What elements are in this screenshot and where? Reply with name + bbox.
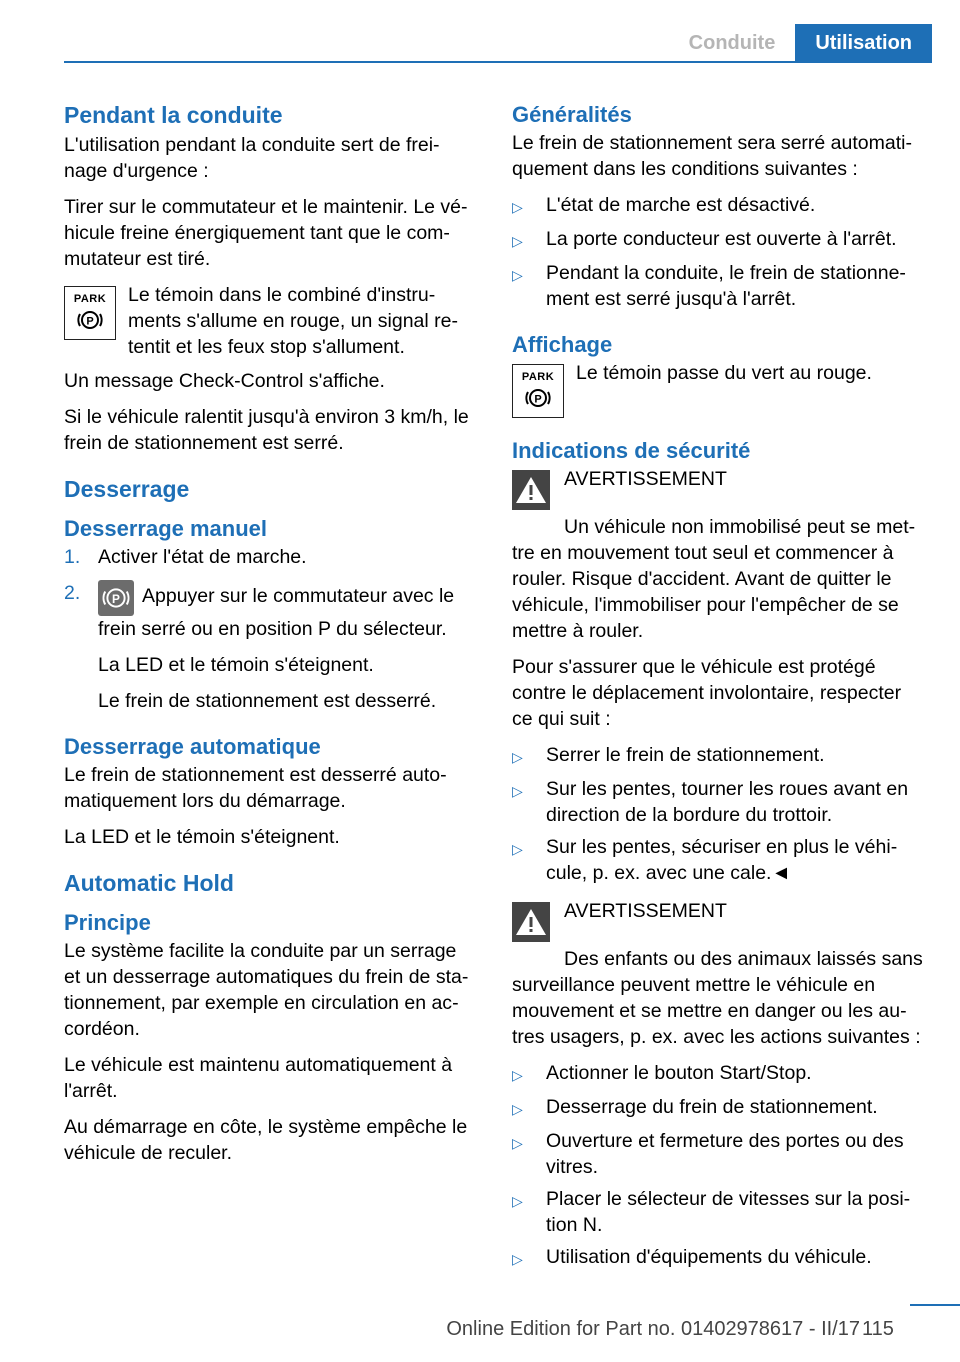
- affichage-block: [512, 360, 924, 418]
- park-warning-block: [64, 282, 476, 360]
- warn1-p2: Pour s'assurer que le véhicule est protégé contre le déplacement involontaire, respecter ce qui suit :: [512, 656, 902, 730]
- list-item: ▷ La porte conducteur est ouverte à l'arrêt.: [512, 226, 924, 254]
- park-brake-icon: [64, 286, 116, 340]
- affichage-text: Le témoin passe du vert au rouge.: [576, 362, 872, 384]
- svg-text:P: P: [86, 315, 94, 328]
- right-column: [512, 100, 924, 1284]
- list-item: ▷ Sur les pentes, tourner les roues avant en direction de la bordure du trottoir.: [512, 778, 909, 826]
- manuel-title: Desserrage manuel: [64, 516, 267, 541]
- triangle-bullet-icon: ▷: [512, 749, 523, 765]
- triangle-bullet-icon: ▷: [512, 841, 523, 857]
- header-tabs: [669, 24, 932, 62]
- step-text: Appuyer sur le commutateur avec le frein serré ou en position P du sélecteur.: [98, 585, 455, 640]
- generalites-title: Généralités: [512, 102, 632, 127]
- warning-triangle-icon: [512, 470, 550, 510]
- principe-title: Principe: [64, 910, 151, 935]
- triangle-bullet-icon: ▷: [512, 267, 523, 283]
- footer-edition: Online Edition for Part no. 01402978617 - II/17: [446, 1318, 860, 1340]
- tab-utilisation[interactable]: Utilisation: [795, 24, 932, 62]
- left-column: [64, 100, 476, 1176]
- pendant-p2: Tirer sur le commutateur et le maintenir. Le véhicule freine énergiquement tant que le commutateur est tiré.: [64, 196, 468, 270]
- step-text: Activer l'état de marche.: [98, 546, 307, 568]
- triangle-bullet-icon: ▷: [512, 783, 523, 799]
- list-item: ▷ Serrer le frein de stationnement.: [512, 742, 924, 770]
- park-icon-label: PARK: [521, 371, 555, 383]
- pendant-p4: Si le véhicule ralentit jusqu'à environ 3 km/h, le frein de stationnement est serré.: [64, 406, 469, 454]
- warning-triangle-icon: [512, 902, 550, 942]
- svg-text:P: P: [534, 393, 542, 406]
- triangle-bullet-icon: ▷: [512, 1251, 523, 1267]
- park-icon-label: PARK: [73, 293, 107, 305]
- header-rule: [64, 61, 932, 63]
- tab-conduite[interactable]: Conduite: [688, 31, 776, 54]
- step-2-content: [98, 580, 476, 642]
- warning-1: [512, 466, 924, 644]
- triangle-bullet-icon: ▷: [512, 1193, 523, 1209]
- footer-rule: [910, 1304, 960, 1306]
- list-item: ▷ Sur les pentes, sécuriser en plus le véhicule, p. ex. avec une cale.◄: [512, 836, 898, 884]
- gen-p1: Le frein de stationnement sera serré automatiquement dans les conditions suivantes :: [512, 132, 912, 180]
- step-1: [64, 544, 476, 570]
- p-circle-icon: [77, 307, 103, 333]
- list-item: ▷ Ouverture et fermeture des portes ou des vitres.: [512, 1130, 904, 1178]
- parking-switch-icon: [98, 580, 134, 616]
- triangle-bullet-icon: ▷: [512, 1067, 523, 1083]
- triangle-bullet-icon: ▷: [512, 1101, 523, 1117]
- step2-sub1: La LED et le témoin s'éteignent.: [98, 654, 374, 676]
- step2-sub2: Le frein de stationnement est desserré.: [98, 690, 437, 712]
- affichage-title: Affichage: [512, 332, 613, 357]
- triangle-bullet-icon: ▷: [512, 233, 523, 249]
- warn2-bullets: [512, 1060, 924, 1272]
- principe-p2: Le véhicule est maintenu automatiquement à l'arrêt.: [64, 1054, 453, 1102]
- pendant-p3: Un message Check-Control s'affiche.: [64, 370, 385, 392]
- warn1-bullets: [512, 742, 924, 886]
- gen-bullets: [512, 192, 924, 312]
- warning-1-label: AVERTISSEMENT: [564, 468, 727, 490]
- page-number: 115: [862, 1318, 894, 1340]
- manuel-steps: [64, 544, 476, 642]
- park-brake-icon: [512, 364, 564, 418]
- list-item: ▷ Utilisation d'équipements du véhicule.: [512, 1244, 924, 1272]
- auto-p1: Le frein de stationnement est desserré automatiquement lors du démarrage.: [64, 764, 447, 812]
- triangle-bullet-icon: ▷: [512, 1135, 523, 1151]
- pendant-icon-text: Le témoin dans le combiné d'instruments s'allume en rouge, un signal retentit et les feux stop s'allument.: [128, 284, 458, 358]
- pendant-p1: L'utilisation pendant la conduite sert de freinage d'urgence :: [64, 134, 440, 182]
- warning-2: [512, 898, 924, 1050]
- svg-text:P: P: [112, 591, 120, 606]
- list-item: ▷ Actionner le bouton Start/Stop.: [512, 1060, 924, 1088]
- warning-2-text: Des enfants ou des animaux laissés sans surveillance peuvent mettre le véhicule en mouvement et se mettre en danger ou les autres usagers, p. ex. avec les actions suivantes :: [512, 948, 923, 1048]
- list-item: ▷ Desserrage du frein de stationnement.: [512, 1094, 924, 1122]
- hold-title: Automatic Hold: [64, 870, 234, 896]
- pendant-title: Pendant la conduite: [64, 102, 283, 128]
- list-item: ▷ Pendant la conduite, le frein de stationnement est serré jusqu'à l'arrêt.: [512, 262, 906, 310]
- triangle-bullet-icon: ▷: [512, 199, 523, 215]
- p-circle-icon: [525, 385, 551, 411]
- auto-title: Desserrage automatique: [64, 734, 321, 759]
- step-2: [64, 580, 476, 642]
- principe-p3: Au démarrage en côte, le système empêche le véhicule de reculer.: [64, 1116, 468, 1164]
- list-item: ▷ Placer le sélecteur de vitesses sur la position N.: [512, 1188, 911, 1236]
- step-number: 1.: [64, 546, 81, 568]
- list-item: ▷ L'état de marche est désactivé.: [512, 192, 924, 220]
- warning-1-text: Un véhicule non immobilisé peut se mettre en mouvement tout seul et commencer à rouler. Risque d'accident. Avant de quitter le véhicule, l'immobiliser pour l'empêcher de se mettre à rouler.: [512, 516, 916, 642]
- principe-p1: Le système facilite la conduite par un serrage et un desserrage automatiques du frein de stationnement, par exemple en circulation en accordéon.: [64, 940, 469, 1040]
- desserrage-title: Desserrage: [64, 476, 190, 502]
- auto-p2: La LED et le témoin s'éteignent.: [64, 826, 340, 848]
- securite-title: Indications de sécurité: [512, 438, 751, 463]
- step-number: 2.: [64, 582, 81, 604]
- warning-2-label: AVERTISSEMENT: [564, 900, 727, 922]
